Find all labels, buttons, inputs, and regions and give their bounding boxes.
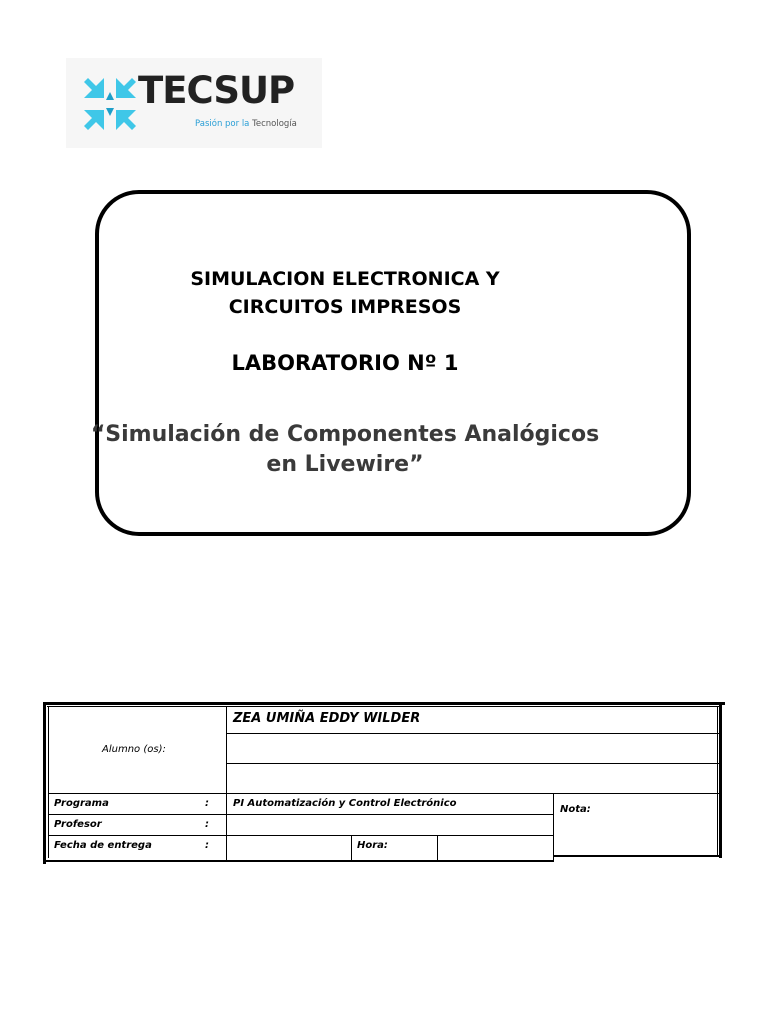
student-row-line-2: [226, 763, 719, 764]
row-line-program: [48, 814, 554, 815]
student-col-divider: [226, 706, 227, 794]
course-title-line-2: CIRCUITOS IMPRESOS: [228, 296, 462, 318]
lower-label-col-divider: [226, 793, 227, 861]
grade-col-divider: [553, 793, 554, 861]
student-label: Alumno (os):: [102, 744, 166, 755]
table-border-bottom-right: [553, 855, 722, 857]
due-date-separator: :: [205, 840, 209, 851]
table-border-right-inner: [717, 706, 718, 856]
program-separator: :: [205, 798, 209, 809]
logo-tagline-part-1: Pasión por la: [195, 119, 253, 129]
professor-label: Profesor: [54, 819, 102, 830]
course-title-line-1: SIMULACION ELECTRONICA Y: [190, 268, 500, 290]
logo-wordmark: TECSUP: [138, 69, 295, 112]
table-border-top: [43, 702, 725, 705]
student-row-line-1: [226, 733, 719, 734]
table-border-right: [719, 702, 722, 858]
time-label: Hora:: [357, 840, 388, 851]
time-label-divider: [351, 835, 352, 861]
student-section-bottom: [48, 793, 719, 794]
due-date-label: Fecha de entrega: [54, 840, 152, 851]
program-value: PI Automatización y Control Electrónico: [233, 798, 457, 809]
lab-subtitle-line-2: en Livewire”: [266, 452, 424, 477]
tecsup-logo: [66, 58, 322, 148]
program-label: Programa: [54, 798, 109, 809]
logo-tagline: [195, 119, 297, 129]
table-border-inner-top: [47, 706, 719, 707]
table-border-left: [43, 702, 46, 864]
logo-tagline-part-2: Tecnología: [252, 119, 297, 129]
grade-label: Nota:: [560, 804, 591, 815]
professor-separator: :: [205, 819, 209, 830]
lab-subtitle-line-1: “Simulación de Componentes Analógicos: [90, 422, 600, 447]
row-line-professor: [48, 835, 554, 836]
lab-title: LABORATORIO Nº 1: [231, 351, 459, 375]
table-border-bottom-left: [43, 860, 554, 862]
student-name-1: ZEA UMIÑA EDDY WILDER: [233, 711, 421, 726]
time-value-divider: [437, 835, 438, 861]
student-info-table: [43, 702, 725, 864]
